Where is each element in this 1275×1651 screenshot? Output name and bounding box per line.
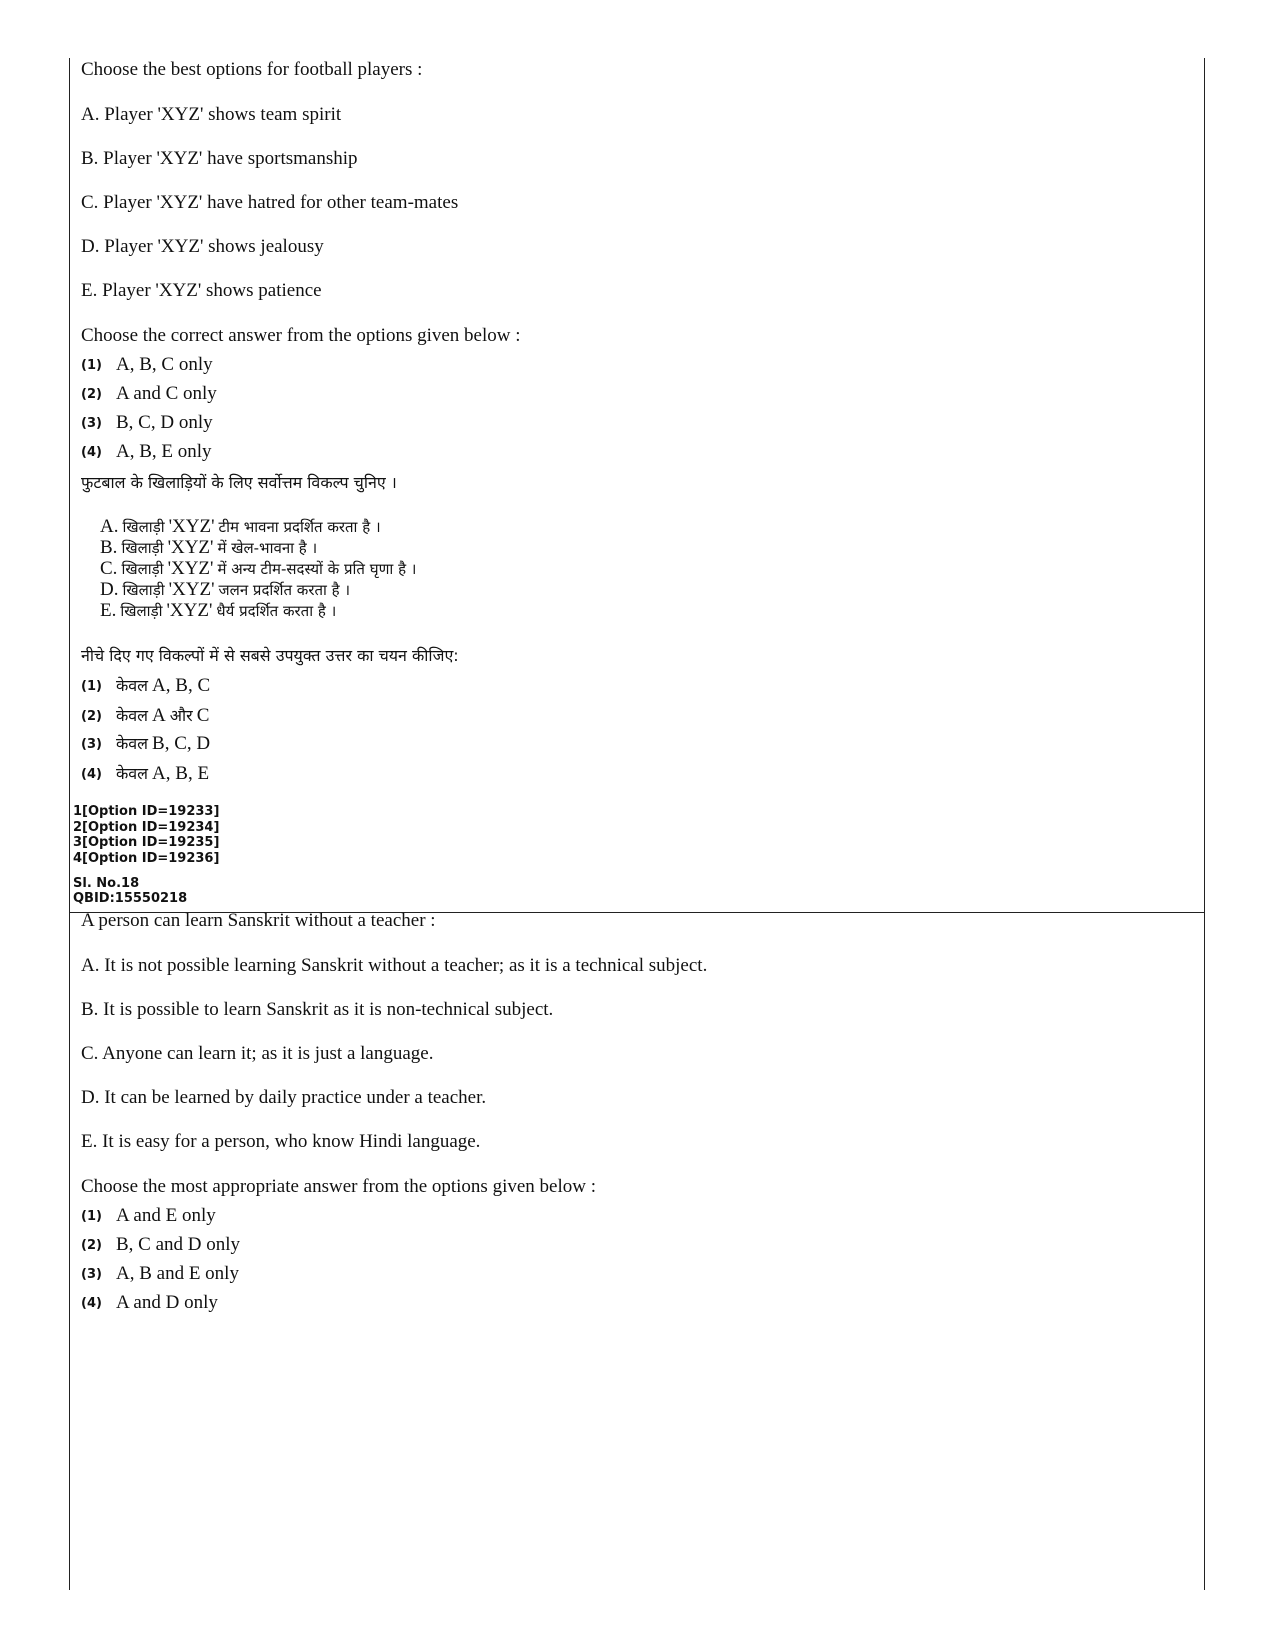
question-prompt: A person can learn Sanskrit without a teacher : [81,910,436,931]
option-hindi-3 [81,733,210,756]
option-number: (1) [81,679,102,694]
statement-rest: धैर्य प्रदर्शित करता है । [216,602,337,620]
option-conjunction: और [169,706,193,725]
option-text: A and C only [116,383,217,404]
option-hindi-4 [81,763,209,786]
statement-a: A. Player 'XYZ' shows team spirit [81,104,342,125]
option-number: (3) [81,416,102,431]
option-word: केवल [116,676,149,695]
option-text: A, B, C [152,675,211,696]
statement-rest: जलन प्रदर्शित करता है । [218,581,351,599]
question-prompt: Choose the best options for football players : [81,59,423,80]
option-word: केवल [116,734,149,753]
option-4 [81,1292,218,1315]
option-id-4: 4[Option ID=19236] [73,851,220,866]
option-text: B, C, D [152,733,211,754]
option-text: A [152,705,166,726]
option-text: B, C, D only [116,412,213,433]
statement-word: खिलाड़ी [122,581,165,599]
option-text: A and D only [116,1292,218,1313]
option-number: (4) [81,445,102,460]
option-text: A, B, C only [116,354,213,375]
option-2 [81,1234,240,1257]
serial-number: Sl. No.18 [73,876,140,891]
statement-b: B. Player 'XYZ' have sportsmanship [81,148,358,169]
option-number: (2) [81,709,102,724]
option-text: A, B and E only [116,1263,239,1284]
statement-d: D. It can be learned by daily practice under a teacher. [81,1087,487,1108]
statement-letter: D. [100,579,119,600]
statement-e: E. It is easy for a person, who know Hindi language. [81,1131,481,1152]
option-text: B, C and D only [116,1234,241,1255]
statement-rest: में खेल-भावना है । [217,539,318,557]
statement-word: खिलाड़ी [120,602,163,620]
option-id-3: 3[Option ID=19235] [73,835,220,850]
option-number: (2) [81,387,102,402]
choose-instruction: Choose the correct answer from the options given below : [81,325,521,346]
statement-hindi-d [100,579,350,601]
statement-hindi-b [100,537,317,559]
statement-word: खिलाड़ी [121,560,164,578]
option-id-2: 2[Option ID=19234] [73,820,220,835]
option-number: (2) [81,1238,102,1253]
statement-word: खिलाड़ी [122,518,165,536]
option-3 [81,412,213,435]
statement-letter: A. [100,516,119,537]
option-number: (3) [81,737,102,752]
option-hindi-1 [81,675,210,698]
statement-c: C. Player 'XYZ' have hatred for other team-mates [81,192,459,213]
option-text: A, B, E [152,763,210,784]
statement-quote: 'XYZ' [166,600,213,621]
option-number: (1) [81,358,102,373]
statement-letter: B. [100,537,118,558]
option-word: केवल [116,764,149,783]
option-text: A, B, E only [116,441,212,462]
choose-instruction-hindi: नीचे दिए गए विकल्पों में से सबसे उपयुक्त उत्तर का चयन कीजिए: [81,646,459,665]
question-bank-id: QBID:15550218 [73,891,188,906]
option-number: (4) [81,767,102,782]
option-number: (3) [81,1267,102,1282]
statement-quote: 'XYZ' [168,579,215,600]
statement-letter: E. [100,600,117,621]
statement-quote: 'XYZ' [168,516,215,537]
question-prompt-hindi: फुटबाल के खिलाड़ियों के लिए सर्वोत्तम विकल्प चुनिए । [81,473,397,492]
statement-a: A. It is not possible learning Sanskrit without a teacher; as it is a technical subject. [81,955,708,976]
statement-b: B. It is possible to learn Sanskrit as it is non-technical subject. [81,999,554,1020]
option-number: (4) [81,1296,102,1311]
statement-hindi-e [100,600,336,622]
statement-word: खिलाड़ी [121,539,164,557]
option-3 [81,1263,239,1286]
statement-hindi-c [100,558,417,580]
option-id-1: 1[Option ID=19233] [73,804,220,819]
statement-quote: 'XYZ' [167,558,214,579]
statement-d: D. Player 'XYZ' shows jealousy [81,236,324,257]
option-text-2: C [196,705,210,726]
statement-quote: 'XYZ' [167,537,214,558]
choose-instruction: Choose the most appropriate answer from the options given below : [81,1176,597,1197]
option-1 [81,354,213,377]
statement-letter: C. [100,558,118,579]
option-number: (1) [81,1209,102,1224]
option-2 [81,383,217,406]
option-4 [81,441,212,464]
option-word: केवल [116,706,149,725]
statement-e: E. Player 'XYZ' shows patience [81,280,322,301]
statement-rest: में अन्य टीम-सदस्यों के प्रति घृणा है । [217,560,417,578]
option-text: A and E only [116,1205,216,1226]
statement-rest: टीम भावना प्रदर्शित करता है । [218,518,381,536]
statement-c: C. Anyone can learn it; as it is just a language. [81,1043,434,1064]
statement-hindi-a [100,516,381,538]
option-1 [81,1205,216,1228]
option-hindi-2 [81,705,209,728]
